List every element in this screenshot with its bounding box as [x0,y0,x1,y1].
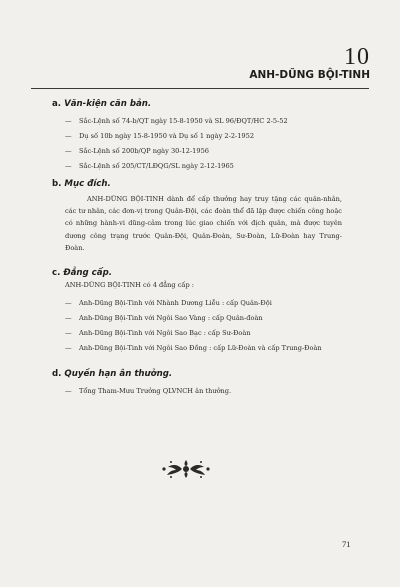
section-c-list [65,296,322,356]
section-b-heading [52,179,111,189]
section-d-title: Quyền hạn ân thưởng. [64,369,173,379]
section-d-heading [52,369,172,379]
chapter-number: 10 [344,44,370,70]
section-d-letter: d. [52,369,62,379]
list-item: — Anh-Dũng Bội-Tinh với Nhành Dương Liễu : cấp Quân-Đội [65,299,272,307]
list-item: — Anh-Dũng Bội-Tinh với Ngôi Sao Vàng : cấp Quân-đoàn [65,314,263,322]
list-item: — Anh-Dũng Bội-Tinh với Ngôi Sao Bạc : cấp Sư-Đoàn [65,329,251,337]
section-c-lead: ANH-DŨNG BỘI-TINH có 4 đẳng cấp : [65,281,194,289]
section-c-title: Đẳng cấp. [63,268,112,278]
section-b-paragraph: ANH-DŨNG BỘI-TINH dành để cấp thưởng hay truy tặng các quân-nhân, các tư nhân, các đơn-vị trong Quân-Đội, các đoàn thể đã lập được chiến công hoặc có những hành-vi dũng-cảm trong lúc giao chiến với địch quân, mà được tuyên dương công trạng trước Quân-Đội, Quân-Đoàn, Sư-Đoàn, Lữ-Đoàn hay Trung-Đoàn. [65,195,342,252]
section-d-list [65,384,231,399]
section-c-letter: c. [52,268,61,278]
section-a-heading [52,99,151,109]
title-rule [31,88,369,89]
section-b-letter: b. [52,179,62,189]
list-item: — Dụ số 10b ngày 15-8-1950 và Dụ số 1 ngày 2-2-1952 [65,132,255,140]
list-item: — Anh-Dũng Bội-Tinh với Ngôi Sao Đồng : cấp Lữ-Đoàn và cấp Trung-Đoàn [65,344,322,352]
chapter-title: ANH-DŨNG BỘI-TINH [249,69,370,81]
list-item: — Sắc-Lệnh số 200b/QP ngày 30-12-1956 [65,147,209,155]
page-number: 71 [342,539,351,549]
section-b-title: Mục đích. [64,179,111,189]
list-item: — Tổng Tham-Mưu Trưởng QLVNCH ân thưởng. [65,387,232,395]
list-item: — Sắc-Lệnh số 74-b/QT ngày 15-8-1950 và SL 96/ĐQT/HC 2-5-52 [65,117,288,125]
section-a-title: Văn-kiện căn bản. [64,99,152,109]
section-c-heading [52,268,112,278]
section-a-list [65,114,288,174]
list-item: — Sắc-Lệnh số 205/CT/LĐQG/SL ngày 2-12-1965 [65,162,234,170]
ornament-icon [158,458,214,480]
section-a-letter: a. [52,99,62,109]
